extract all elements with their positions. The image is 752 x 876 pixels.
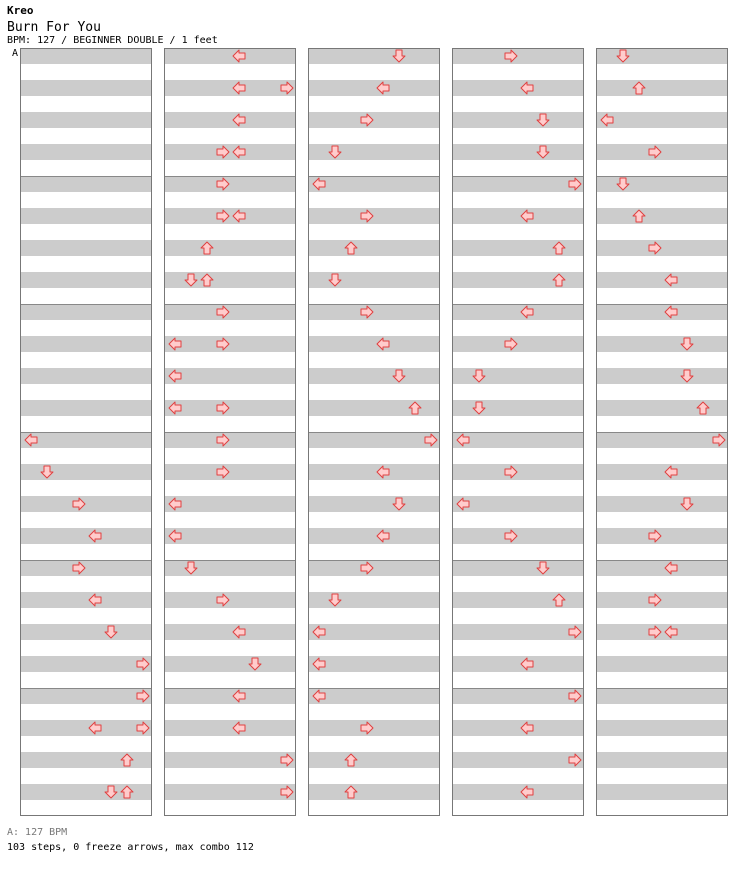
arrow-left-icon: [231, 48, 247, 64]
arrow-right-icon: [359, 208, 375, 224]
arrow-left-icon: [87, 528, 103, 544]
arrow-right-icon: [567, 752, 583, 768]
measure-line: [453, 176, 583, 177]
beat-row: [21, 656, 151, 672]
beat-row: [453, 208, 583, 224]
beat-row: [21, 304, 151, 320]
measure-line: [453, 304, 583, 305]
arrow-up-icon: [119, 784, 135, 800]
arrow-left-icon: [311, 176, 327, 192]
arrow-right-icon: [647, 144, 663, 160]
arrow-up-icon: [631, 208, 647, 224]
arrow-left-icon: [167, 336, 183, 352]
beat-row: [165, 656, 295, 672]
arrow-up-icon: [119, 752, 135, 768]
chart-footer: [7, 825, 254, 855]
arrow-down-icon: [471, 368, 487, 384]
arrow-down-icon: [327, 272, 343, 288]
arrow-right-icon: [135, 688, 151, 704]
arrow-left-icon: [375, 80, 391, 96]
chart-column-5: [596, 48, 728, 816]
arrow-right-icon: [215, 176, 231, 192]
beat-row: [21, 368, 151, 384]
beat-row: [453, 112, 583, 128]
beat-row: [453, 560, 583, 576]
arrow-up-icon: [551, 240, 567, 256]
arrow-up-icon: [343, 240, 359, 256]
arrow-right-icon: [279, 80, 295, 96]
arrow-left-icon: [519, 720, 535, 736]
beat-row: [21, 432, 151, 448]
arrow-down-icon: [535, 560, 551, 576]
beat-row: [309, 240, 439, 256]
chart-column-3: [308, 48, 440, 816]
chart-meta: BPM: 127 / BEGINNER DOUBLE / 1 feet: [7, 35, 218, 46]
beat-row: [309, 48, 439, 64]
arrow-right-icon: [423, 432, 439, 448]
arrow-up-icon: [343, 752, 359, 768]
arrow-down-icon: [535, 112, 551, 128]
arrow-right-icon: [359, 720, 375, 736]
measure-line: [597, 560, 727, 561]
arrow-left-icon: [519, 80, 535, 96]
song-title: Burn For You: [7, 20, 101, 35]
beat-row: [309, 688, 439, 704]
arrow-down-icon: [391, 368, 407, 384]
arrow-right-icon: [647, 592, 663, 608]
beat-row: [597, 368, 727, 384]
arrow-left-icon: [375, 464, 391, 480]
arrow-left-icon: [231, 208, 247, 224]
beat-row: [453, 304, 583, 320]
bpm-summary: A: 127 BPM: [7, 827, 68, 838]
arrow-down-icon: [679, 336, 695, 352]
arrow-up-icon: [407, 400, 423, 416]
beat-row: [597, 432, 727, 448]
beat-row: [453, 624, 583, 640]
arrow-right-icon: [711, 432, 727, 448]
measure-line: [165, 688, 295, 689]
arrow-left-icon: [311, 688, 327, 704]
beat-row: [21, 176, 151, 192]
beat-row: [597, 720, 727, 736]
beat-row: [453, 784, 583, 800]
arrow-up-icon: [631, 80, 647, 96]
arrow-right-icon: [279, 784, 295, 800]
beat-row: [597, 112, 727, 128]
measure-line: [21, 432, 151, 433]
measure-line: [309, 176, 439, 177]
beat-row: [597, 80, 727, 96]
arrow-right-icon: [71, 496, 87, 512]
measure-line: [21, 304, 151, 305]
arrow-down-icon: [39, 464, 55, 480]
beat-row: [597, 272, 727, 288]
beat-row: [21, 48, 151, 64]
arrow-right-icon: [215, 208, 231, 224]
beat-row: [453, 176, 583, 192]
beat-row: [309, 752, 439, 768]
measure-line: [453, 432, 583, 433]
chart-column-2: [164, 48, 296, 816]
beat-row: [21, 272, 151, 288]
beat-row: [597, 688, 727, 704]
arrow-down-icon: [391, 48, 407, 64]
arrow-left-icon: [663, 304, 679, 320]
beat-row: [21, 144, 151, 160]
beat-row: [165, 720, 295, 736]
arrow-down-icon: [679, 368, 695, 384]
arrow-down-icon: [103, 784, 119, 800]
measure-line: [597, 688, 727, 689]
beat-row: [597, 752, 727, 768]
arrow-left-icon: [663, 464, 679, 480]
step-stats: 103 steps, 0 freeze arrows, max combo 112: [7, 842, 254, 853]
arrow-left-icon: [519, 208, 535, 224]
beat-row: [309, 336, 439, 352]
arrow-left-icon: [87, 592, 103, 608]
arrow-left-icon: [231, 80, 247, 96]
arrow-left-icon: [231, 112, 247, 128]
arrow-right-icon: [215, 304, 231, 320]
arrow-up-icon: [199, 240, 215, 256]
beat-row: [453, 496, 583, 512]
arrow-right-icon: [647, 528, 663, 544]
measure-line: [309, 432, 439, 433]
arrow-up-icon: [343, 784, 359, 800]
beat-row: [21, 624, 151, 640]
beat-row: [165, 240, 295, 256]
arrow-left-icon: [231, 720, 247, 736]
arrow-right-icon: [215, 432, 231, 448]
beat-row: [21, 208, 151, 224]
arrow-right-icon: [215, 592, 231, 608]
arrow-down-icon: [327, 592, 343, 608]
arrow-left-icon: [455, 432, 471, 448]
beat-row: [165, 112, 295, 128]
beat-row: [165, 784, 295, 800]
beat-row: [453, 752, 583, 768]
arrow-down-icon: [615, 48, 631, 64]
beat-row: [21, 240, 151, 256]
beat-row: [165, 368, 295, 384]
arrow-right-icon: [135, 720, 151, 736]
beat-row: [597, 336, 727, 352]
arrow-left-icon: [663, 624, 679, 640]
measure-line: [453, 688, 583, 689]
arrow-left-icon: [663, 560, 679, 576]
beat-row: [165, 528, 295, 544]
beat-row: [453, 688, 583, 704]
chart-column-4: [452, 48, 584, 816]
arrow-right-icon: [215, 144, 231, 160]
arrow-right-icon: [503, 464, 519, 480]
beat-row: [165, 48, 295, 64]
measure-line: [21, 176, 151, 177]
beat-row: [165, 496, 295, 512]
arrow-left-icon: [311, 624, 327, 640]
beat-row: [453, 720, 583, 736]
arrow-down-icon: [679, 496, 695, 512]
arrow-right-icon: [359, 304, 375, 320]
beat-row: [21, 112, 151, 128]
beat-row: [309, 528, 439, 544]
beat-row: [21, 688, 151, 704]
measure-line: [21, 688, 151, 689]
arrow-right-icon: [503, 48, 519, 64]
arrow-left-icon: [519, 656, 535, 672]
arrow-right-icon: [71, 560, 87, 576]
arrow-right-icon: [647, 240, 663, 256]
arrow-right-icon: [279, 752, 295, 768]
arrow-down-icon: [391, 496, 407, 512]
beat-row: [309, 496, 439, 512]
arrow-left-icon: [231, 144, 247, 160]
arrow-left-icon: [87, 720, 103, 736]
arrow-right-icon: [567, 688, 583, 704]
beat-row: [597, 464, 727, 480]
beat-row: [165, 752, 295, 768]
beat-row: [597, 496, 727, 512]
arrow-up-icon: [199, 272, 215, 288]
measure-line: [309, 688, 439, 689]
beat-row: [309, 432, 439, 448]
beat-row: [21, 336, 151, 352]
arrow-left-icon: [23, 432, 39, 448]
beat-row: [597, 784, 727, 800]
beat-row: [165, 624, 295, 640]
arrow-down-icon: [183, 560, 199, 576]
arrow-left-icon: [167, 400, 183, 416]
arrow-left-icon: [375, 528, 391, 544]
arrow-up-icon: [695, 400, 711, 416]
arrow-right-icon: [503, 336, 519, 352]
chart-header: [7, 4, 218, 47]
beat-row: [165, 80, 295, 96]
beat-row: [21, 592, 151, 608]
arrow-down-icon: [535, 144, 551, 160]
beat-row: [309, 464, 439, 480]
beat-row: [21, 720, 151, 736]
measure-line: [597, 432, 727, 433]
beat-row: [309, 368, 439, 384]
beat-row: [21, 400, 151, 416]
arrow-right-icon: [647, 624, 663, 640]
chart-column-1: [20, 48, 152, 816]
arrow-down-icon: [103, 624, 119, 640]
beat-row: [309, 784, 439, 800]
arrow-left-icon: [231, 688, 247, 704]
arrow-down-icon: [471, 400, 487, 416]
beat-row: [309, 624, 439, 640]
beat-row: [21, 528, 151, 544]
arrow-right-icon: [215, 464, 231, 480]
arrow-left-icon: [167, 368, 183, 384]
arrow-right-icon: [215, 336, 231, 352]
beat-row: [309, 80, 439, 96]
arrow-up-icon: [551, 592, 567, 608]
arrow-down-icon: [327, 144, 343, 160]
arrow-left-icon: [599, 112, 615, 128]
beat-row: [309, 656, 439, 672]
arrow-left-icon: [231, 624, 247, 640]
beat-row: [453, 432, 583, 448]
arrow-right-icon: [503, 528, 519, 544]
arrow-right-icon: [359, 112, 375, 128]
beat-row: [597, 560, 727, 576]
arrow-left-icon: [167, 496, 183, 512]
arrow-up-icon: [551, 272, 567, 288]
beat-row: [597, 208, 727, 224]
beat-row: [597, 304, 727, 320]
arrow-down-icon: [183, 272, 199, 288]
arrow-right-icon: [567, 176, 583, 192]
arrow-down-icon: [615, 176, 631, 192]
arrow-right-icon: [135, 656, 151, 672]
beat-row: [21, 80, 151, 96]
arrow-right-icon: [359, 560, 375, 576]
beat-row: [597, 656, 727, 672]
arrow-right-icon: [215, 400, 231, 416]
artist-name: Kreo: [7, 4, 34, 17]
bpm-marker: A: [12, 48, 19, 59]
arrow-left-icon: [311, 656, 327, 672]
arrow-left-icon: [519, 784, 535, 800]
arrow-left-icon: [455, 496, 471, 512]
beat-row: [309, 176, 439, 192]
beat-row: [165, 688, 295, 704]
measure-line: [453, 560, 583, 561]
beat-row: [453, 144, 583, 160]
measure-line: [597, 304, 727, 305]
arrow-right-icon: [567, 624, 583, 640]
arrow-left-icon: [167, 528, 183, 544]
arrow-left-icon: [519, 304, 535, 320]
arrow-down-icon: [247, 656, 263, 672]
beat-row: [453, 80, 583, 96]
arrow-left-icon: [375, 336, 391, 352]
arrow-left-icon: [663, 272, 679, 288]
beat-row: [453, 656, 583, 672]
